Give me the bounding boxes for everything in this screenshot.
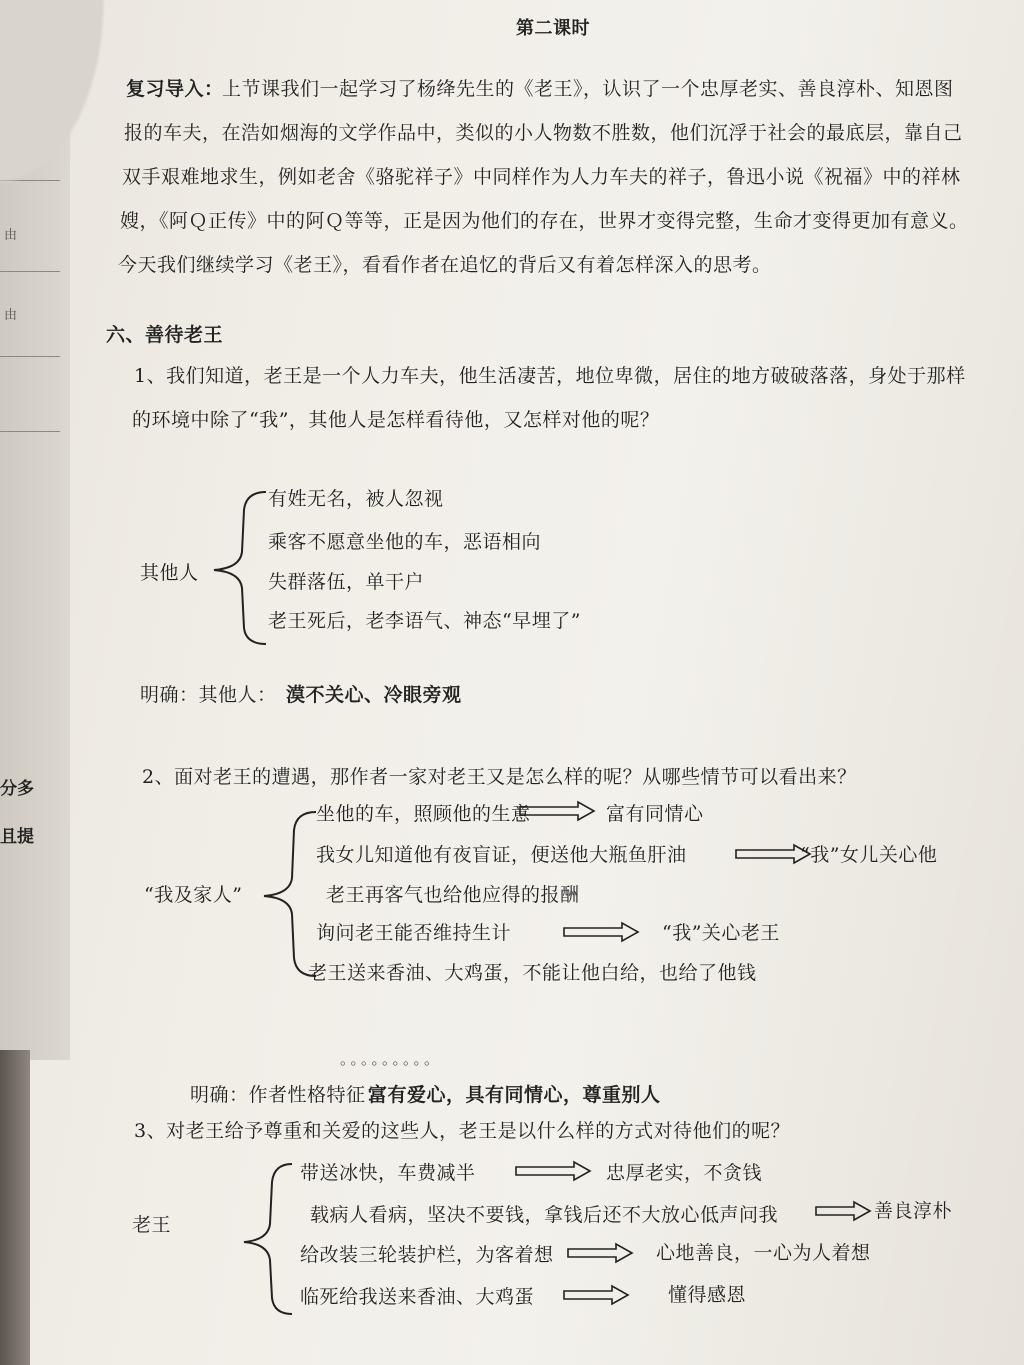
double-arrow-icon bbox=[566, 1242, 636, 1264]
laowang-result: 懂得感恩 bbox=[668, 1284, 747, 1306]
question-2-line: 2、面对老王的遭遇，那作者一家对老王又是怎么样的呢？从哪些情节可以看出来？ bbox=[142, 766, 857, 788]
others-item: 有姓无名，被人忽视 bbox=[268, 488, 444, 510]
family-result: “我”女儿关心他 bbox=[800, 844, 938, 866]
page-shadow bbox=[0, 1050, 30, 1365]
family-result: 富有同情心 bbox=[606, 803, 704, 825]
conclusion-others-value: 漠不关心、冷眼旁观 bbox=[286, 684, 462, 706]
table-line bbox=[0, 271, 60, 272]
underlying-cell-text: 由 bbox=[4, 228, 18, 243]
question-3-line: 3、对老王给予尊重和关爱的这些人，老王是以什么样的方式对待他们的呢？ bbox=[134, 1120, 791, 1142]
intro-line: 双手艰难地求生，例如老舍《骆驼祥子》中同样作为人力车夫的祥子，鲁迅小说《祝福》中的祥林 bbox=[122, 166, 961, 188]
family-item: 询问老王能否维持生计 bbox=[316, 922, 512, 944]
laowang-item: 临死给我送来香油、大鸡蛋 bbox=[300, 1286, 535, 1308]
conclusion-author-label: 明确：作者性格特征： bbox=[190, 1084, 386, 1106]
double-arrow-icon bbox=[562, 921, 642, 943]
intro-line: 报的车夫，在浩如烟海的文学作品中，类似的小人物数不胜数，他们沉浮于社会的最底层，靠自己 bbox=[124, 122, 963, 144]
family-item: 老王再客气也给他应得的报酬 bbox=[326, 884, 580, 906]
conclusion-others-label: 明确：其他人： bbox=[140, 684, 277, 706]
double-arrow-icon bbox=[514, 1160, 594, 1182]
double-arrow-icon bbox=[562, 1284, 632, 1306]
underlying-page bbox=[0, 120, 70, 1060]
intro-line: 今天我们继续学习《老王》，看看作者在追忆的背后又有着怎样深入的思考。 bbox=[118, 254, 772, 276]
brace-family bbox=[256, 808, 326, 980]
page-title: 第二课时 bbox=[516, 18, 590, 39]
emphasis-dots: 。。。。。。。。。 bbox=[340, 1050, 443, 1068]
underlying-edge-text: 且提 bbox=[0, 827, 34, 847]
brace-others bbox=[204, 488, 274, 648]
underlying-cell-text: 由 bbox=[4, 308, 18, 323]
group-label-family: “我及家人” bbox=[144, 884, 243, 906]
intro-line: 嫂，《阿Ｑ正传》中的阿Ｑ等等，正是因为他们的存在，世界才变得完整，生命才变得更加有意义。 bbox=[120, 210, 969, 232]
brace-laowang bbox=[238, 1160, 302, 1320]
section-heading: 六、善待老王 bbox=[106, 324, 224, 346]
underlying-edge-text: 分多 bbox=[0, 779, 34, 799]
others-item: 乘客不愿意坐他的车，恶语相向 bbox=[268, 531, 542, 553]
double-arrow-icon bbox=[518, 800, 598, 822]
question-1-line: 的环境中除了“我”，其他人是怎样看待他，又怎样对他的呢？ bbox=[132, 409, 660, 431]
table-line bbox=[0, 356, 60, 357]
laowang-result: 善良淳朴 bbox=[874, 1200, 953, 1222]
family-item: 我女儿知道他有夜盲证，便送他大瓶鱼肝油 bbox=[316, 844, 687, 866]
laowang-item: 带送冰快，车费减半 bbox=[300, 1162, 476, 1184]
others-item: 失群落伍，单干户 bbox=[268, 571, 425, 593]
intro-line: 上节课我们一起学习了杨绛先生的《老王》，认识了一个忠厚老实、善良淳朴、知恩图 bbox=[222, 78, 954, 100]
laowang-result: 忠厚老实，不贪钱 bbox=[606, 1162, 763, 1184]
laowang-item: 载病人看病，坚决不要钱，拿钱后还不大放心低声问我 bbox=[310, 1204, 779, 1226]
group-label-laowang: 老王 bbox=[132, 1214, 172, 1236]
laowang-item: 给改装三轮装护栏，为客着想 bbox=[300, 1244, 554, 1266]
others-item: 老王死后，老李语气、神态“早埋了” bbox=[268, 610, 581, 632]
family-item: 坐他的车，照顾他的生意 bbox=[316, 803, 531, 825]
family-result: “我”关心老王 bbox=[662, 922, 780, 944]
page-curl bbox=[0, 0, 120, 210]
question-1-line: 1、我们知道，老王是一个人力车夫，他生活凄苦，地位卑微，居住的地方破破落落，身处于那样 bbox=[134, 365, 966, 387]
laowang-result: 心地善良，一心为人着想 bbox=[656, 1242, 871, 1264]
group-label-others: 其他人 bbox=[140, 562, 199, 584]
double-arrow-icon bbox=[814, 1200, 874, 1222]
intro-label: 复习导入： bbox=[126, 78, 224, 100]
conclusion-author-value: 富有爱心，具有同情心，尊重别人 bbox=[368, 1084, 661, 1106]
family-item: 老王送来香油、大鸡蛋，不能让他白给，也给了他钱 bbox=[308, 962, 757, 984]
